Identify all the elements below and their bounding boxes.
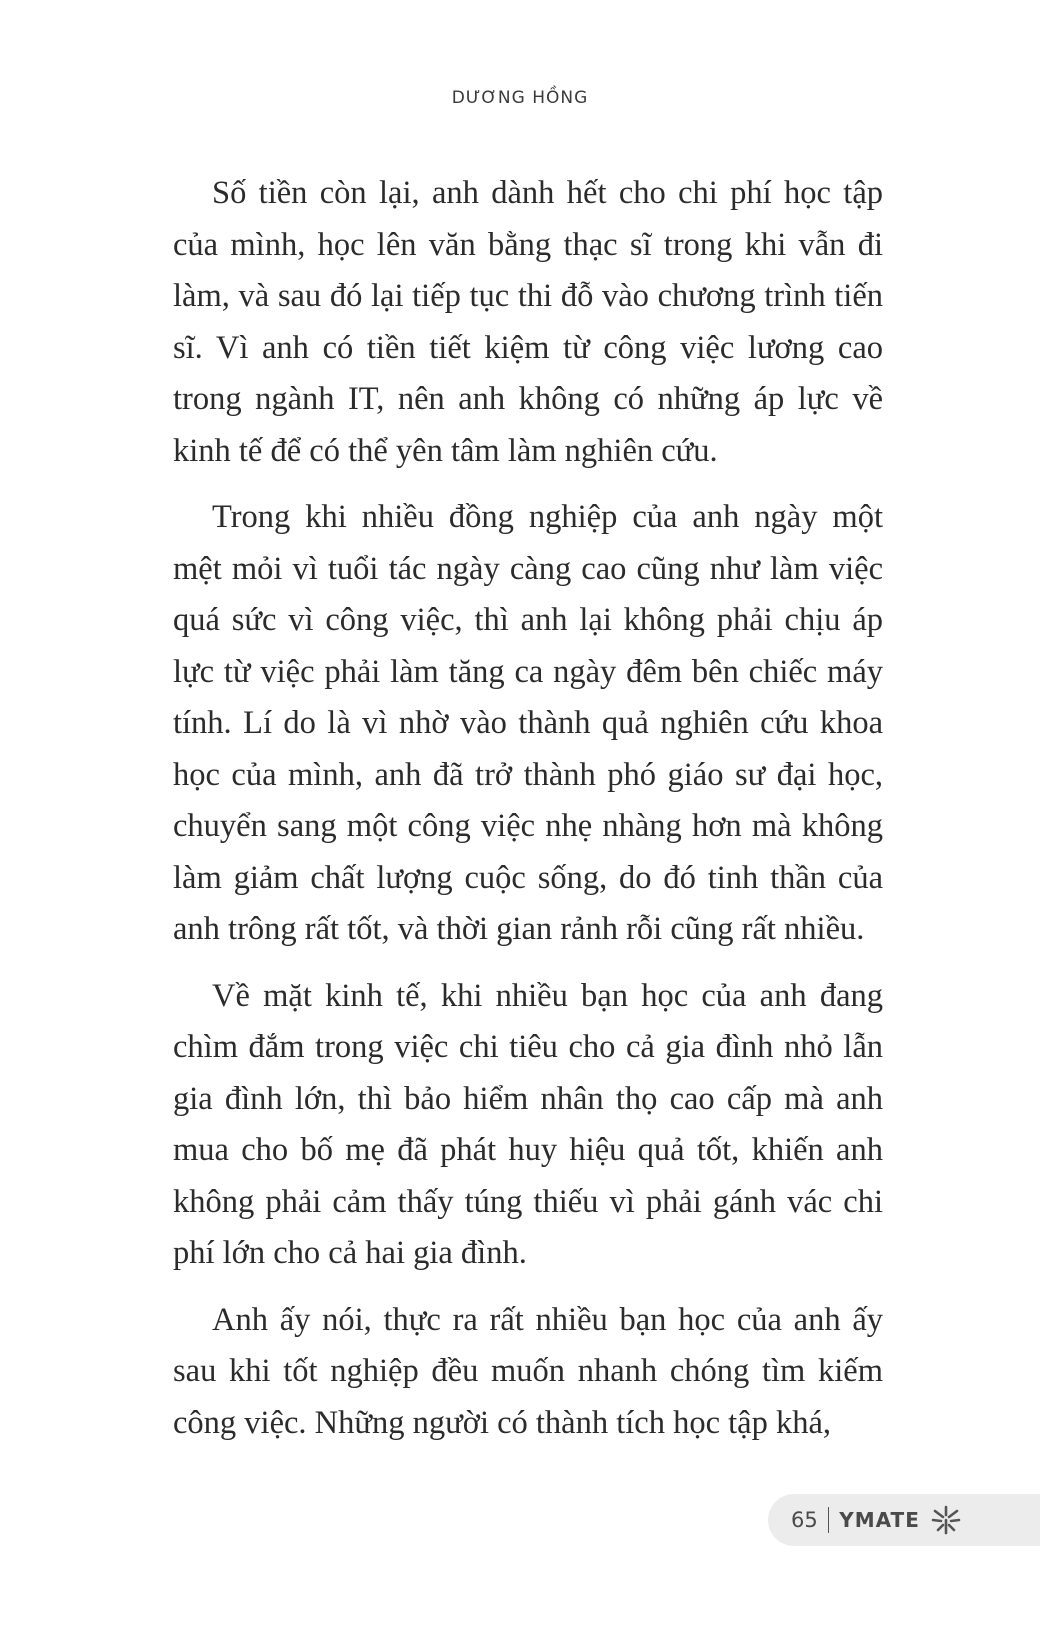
footer-divider [828, 1507, 830, 1533]
page-footer [768, 1494, 1040, 1546]
page-number: 65 [791, 1508, 818, 1532]
paragraph: Trong khi nhiều đồng nghiệp của anh ngày một mệt mỏi vì tuổi tác ngày càng cao cũng như làm việc quá sức vì công việc, thì anh lại không phải chịu áp lực từ việc phải làm tăng ca ngày đêm bên chiếc máy tính. Lí do là vì nhờ vào thành quả nghiên cứu khoa học của mình, anh đã trở thành phó giáo sư đại học, chuyển sang một công việc nhẹ nhàng hơn mà không làm giảm chất lượng cuộc sống, do đó tinh thần của anh trông rất tốt, và thời gian rảnh rỗi cũng rất nhiều. [173, 499, 883, 947]
ymate-logo-icon [929, 1503, 963, 1537]
publisher-name: YMATE [839, 1508, 920, 1532]
paragraph: Số tiền còn lại, anh dành hết cho chi phí học tập của mình, học lên văn bằng thạc sĩ trong khi vẫn đi làm, và sau đó lại tiếp tục thi đỗ vào chương trình tiến sĩ. Vì anh có tiền tiết kiệm từ công việc lương cao trong ngành IT, nên anh không có những áp lực về kinh tế để có thể yên tâm làm nghiên cứu. [173, 175, 883, 469]
paragraph: Anh ấy nói, thực ra rất nhiều bạn học của anh ấy sau khi tốt nghiệp đều muốn nhanh chóng tìm kiếm công việc. Những người có thành tích học tập khá, [173, 1301, 883, 1441]
running-header-author: DƯƠNG HỒNG [451, 88, 589, 108]
paragraph: Về mặt kinh tế, khi nhiều bạn học của anh đang chìm đắm trong việc chi tiêu cho cả gia đình nhỏ lẫn gia đình lớn, thì bảo hiểm nhân thọ cao cấp mà anh mua cho bố mẹ đã phát huy hiệu quả tốt, khiến anh không phải cảm thấy túng thiếu vì phải gánh vác chi phí lớn cho cả hai gia đình. [173, 977, 883, 1271]
body-text [173, 168, 883, 1464]
